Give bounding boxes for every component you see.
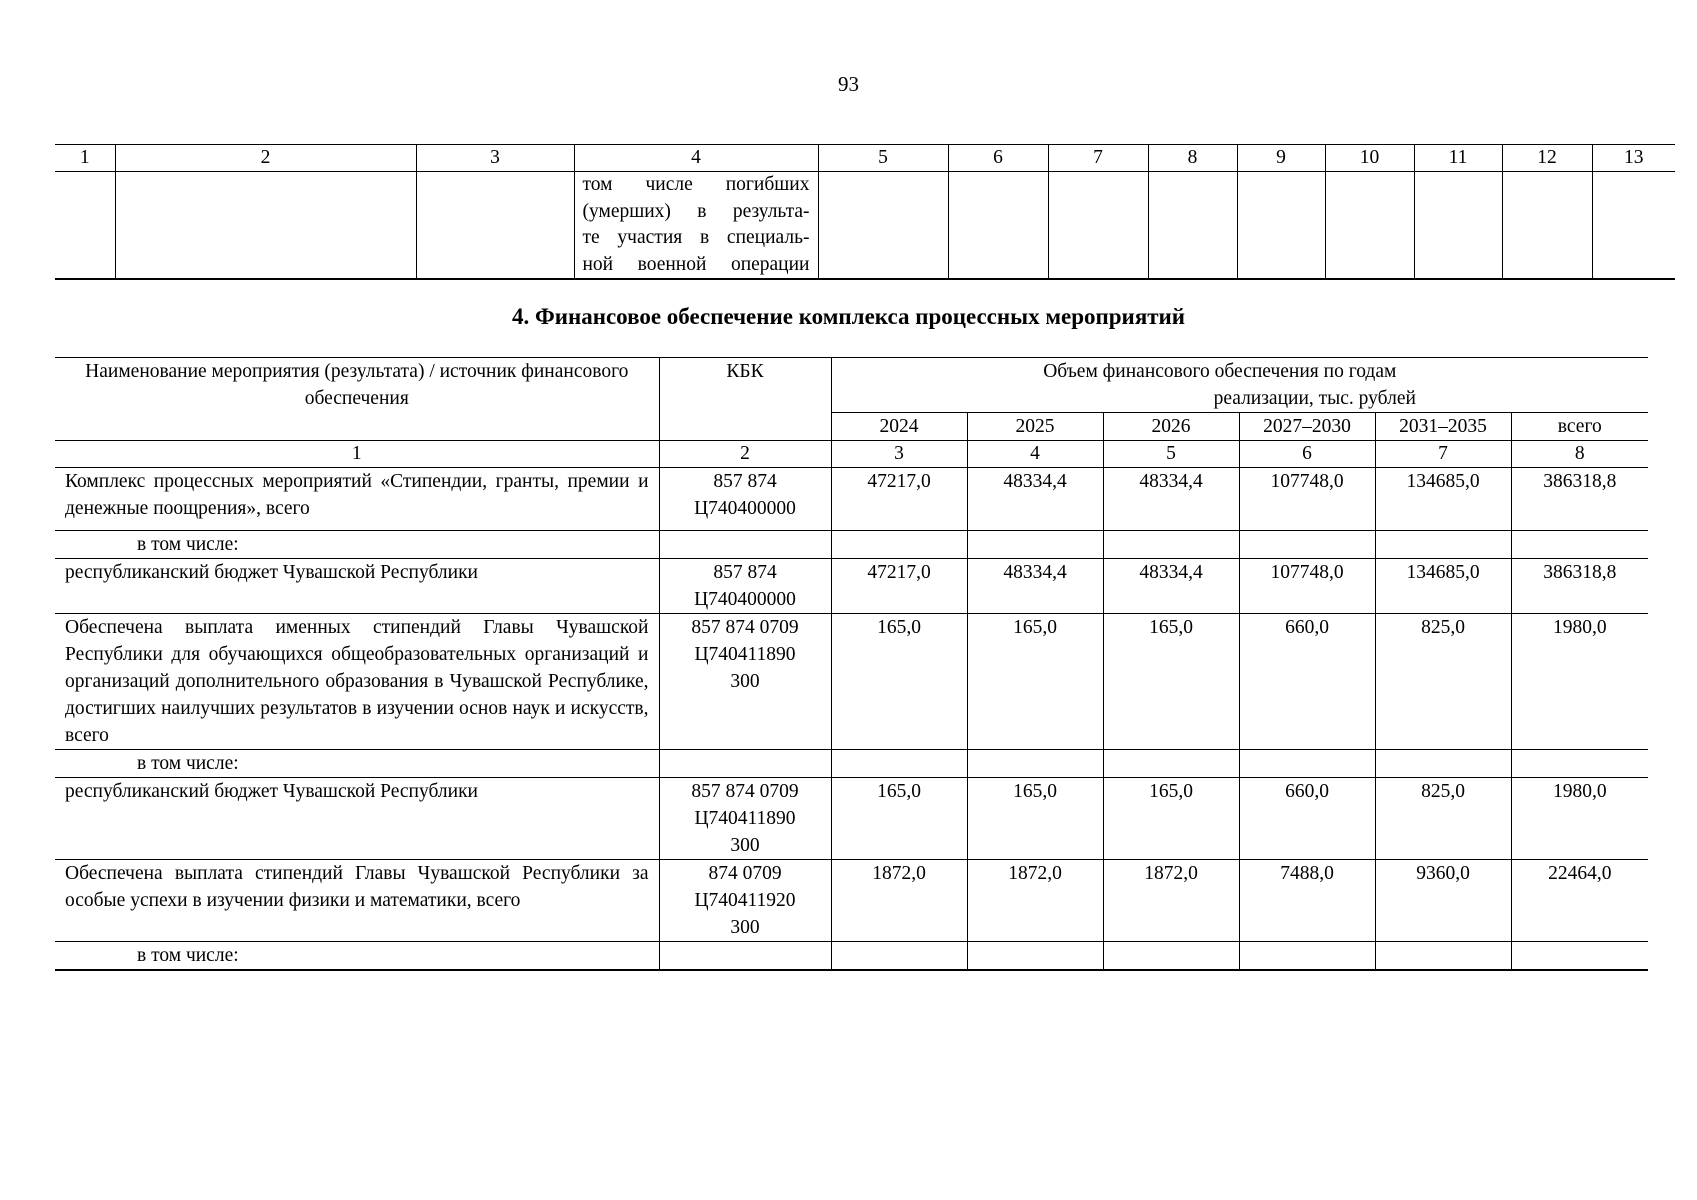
value-cell <box>1511 750 1648 778</box>
header-volume-line2: реализации, тыс. рублей <box>1213 388 1416 409</box>
continued-text-line: (умерших) в результа- <box>582 200 810 222</box>
column-number: 8 <box>1148 145 1237 172</box>
column-index: 7 <box>1375 441 1511 468</box>
financing-table <box>55 357 1648 971</box>
continuation-header-row <box>55 145 1675 172</box>
activity-name: республиканский бюджет Чувашской Республики <box>55 559 659 614</box>
header-row <box>55 358 1648 413</box>
header-volume-line1: Объем финансового обеспечения по годам <box>1043 361 1397 382</box>
value-cell: 107748,0 <box>1239 559 1375 614</box>
column-number: 5 <box>818 145 948 172</box>
value-cell: 165,0 <box>831 614 967 750</box>
value-cell: 48334,4 <box>1103 559 1239 614</box>
table-row <box>55 750 1648 778</box>
column-number: 7 <box>1048 145 1148 172</box>
value-cell: 660,0 <box>1239 614 1375 750</box>
column-number: 3 <box>416 145 574 172</box>
activity-name: республиканский бюджет Чувашской Республики <box>55 778 659 860</box>
activity-name: в том числе: <box>55 750 659 778</box>
kbk-cell <box>659 750 831 778</box>
value-cell <box>1375 942 1511 971</box>
value-cell: 1872,0 <box>831 860 967 942</box>
table-row <box>55 468 1648 531</box>
value-cell: 825,0 <box>1375 778 1511 860</box>
value-cell <box>1103 750 1239 778</box>
year-header: 2024 <box>831 413 967 441</box>
value-cell <box>967 531 1103 559</box>
value-cell: 1872,0 <box>967 860 1103 942</box>
value-cell: 386318,8 <box>1511 468 1648 531</box>
value-cell: 386318,8 <box>1511 559 1648 614</box>
kbk-cell <box>659 942 831 971</box>
year-header: 2025 <box>967 413 1103 441</box>
column-number: 4 <box>574 145 818 172</box>
value-cell <box>1511 531 1648 559</box>
value-cell: 1872,0 <box>1103 860 1239 942</box>
continued-text-cell <box>574 172 818 280</box>
column-index: 8 <box>1511 441 1648 468</box>
column-number: 10 <box>1325 145 1414 172</box>
kbk-cell <box>659 531 831 559</box>
value-cell <box>967 750 1103 778</box>
header-volume <box>831 358 1648 413</box>
value-cell: 165,0 <box>1103 778 1239 860</box>
value-cell: 165,0 <box>967 614 1103 750</box>
year-header: 2031–2035 <box>1375 413 1511 441</box>
column-number: 2 <box>115 145 416 172</box>
column-number: 9 <box>1237 145 1325 172</box>
continuation-table <box>55 144 1675 280</box>
page-number: 93 <box>838 72 859 96</box>
value-cell: 107748,0 <box>1239 468 1375 531</box>
value-cell: 48334,4 <box>967 468 1103 531</box>
value-cell: 9360,0 <box>1375 860 1511 942</box>
value-cell: 165,0 <box>1103 614 1239 750</box>
continued-text-line: том числе погибших <box>582 174 810 195</box>
value-cell: 134685,0 <box>1375 468 1511 531</box>
continued-text-line: ной военной операции <box>582 253 810 275</box>
value-cell <box>967 942 1103 971</box>
column-number: 1 <box>55 145 115 172</box>
table-row <box>55 778 1648 860</box>
activity-name: Обеспечена выплата именных стипендий Главы Чувашской Республики для обучающихся общеобразовательных организаций и организаций дополнительного образования в Чувашской Республике, достигших наилучших результатов в изучении основ наук и искусств, всего <box>55 614 659 750</box>
year-header: 2027–2030 <box>1239 413 1375 441</box>
value-cell <box>1375 750 1511 778</box>
value-cell <box>1103 942 1239 971</box>
continuation-row <box>55 172 1675 280</box>
activity-name: Обеспечена выплата стипендий Главы Чувашской Республики за особые успехи в изучении физики и математики, всего <box>55 860 659 942</box>
year-header: всего <box>1511 413 1648 441</box>
kbk-cell: 857 874 0709 Ц740411890 300 <box>659 614 831 750</box>
column-index: 1 <box>55 441 659 468</box>
kbk-cell: 857 874 0709 Ц740411890 300 <box>659 778 831 860</box>
value-cell: 825,0 <box>1375 614 1511 750</box>
table-row <box>55 942 1648 971</box>
value-cell <box>831 942 967 971</box>
column-number: 13 <box>1592 145 1675 172</box>
table-row <box>55 614 1648 750</box>
value-cell <box>831 531 967 559</box>
value-cell: 7488,0 <box>1239 860 1375 942</box>
column-number: 12 <box>1502 145 1592 172</box>
value-cell: 48334,4 <box>1103 468 1239 531</box>
column-number: 6 <box>948 145 1048 172</box>
value-cell <box>1239 942 1375 971</box>
column-index: 4 <box>967 441 1103 468</box>
value-cell <box>831 750 967 778</box>
value-cell: 134685,0 <box>1375 559 1511 614</box>
header-name: Наименование мероприятия (результата) / источник финансового обеспечения <box>55 358 659 441</box>
table-row <box>55 531 1648 559</box>
value-cell: 22464,0 <box>1511 860 1648 942</box>
value-cell <box>1511 942 1648 971</box>
kbk-cell: 857 874 Ц740400000 <box>659 559 831 614</box>
value-cell: 48334,4 <box>967 559 1103 614</box>
kbk-cell: 857 874 Ц740400000 <box>659 468 831 531</box>
value-cell: 165,0 <box>831 778 967 860</box>
activity-name: в том числе: <box>55 531 659 559</box>
value-cell: 47217,0 <box>831 468 967 531</box>
value-cell <box>1375 531 1511 559</box>
value-cell <box>1239 750 1375 778</box>
value-cell: 47217,0 <box>831 559 967 614</box>
header-kbk: КБК <box>659 358 831 441</box>
activity-name: Комплекс процессных мероприятий «Стипендии, гранты, премии и денежные поощрения», всего <box>55 468 659 531</box>
value-cell: 165,0 <box>967 778 1103 860</box>
column-index: 6 <box>1239 441 1375 468</box>
kbk-cell: 874 0709 Ц740411920 300 <box>659 860 831 942</box>
column-number: 11 <box>1414 145 1502 172</box>
table-row <box>55 860 1648 942</box>
section-title: 4. Финансовое обеспечение комплекса процессных мероприятий <box>511 304 1186 329</box>
continued-text-line: те участия в специаль- <box>582 227 810 248</box>
table-row <box>55 559 1648 614</box>
year-header: 2026 <box>1103 413 1239 441</box>
column-index: 3 <box>831 441 967 468</box>
value-cell: 1980,0 <box>1511 778 1648 860</box>
value-cell: 660,0 <box>1239 778 1375 860</box>
column-index: 5 <box>1103 441 1239 468</box>
column-index-row <box>55 441 1648 468</box>
value-cell <box>1239 531 1375 559</box>
value-cell <box>1103 531 1239 559</box>
value-cell: 1980,0 <box>1511 614 1648 750</box>
column-index: 2 <box>659 441 831 468</box>
activity-name: в том числе: <box>55 942 659 971</box>
